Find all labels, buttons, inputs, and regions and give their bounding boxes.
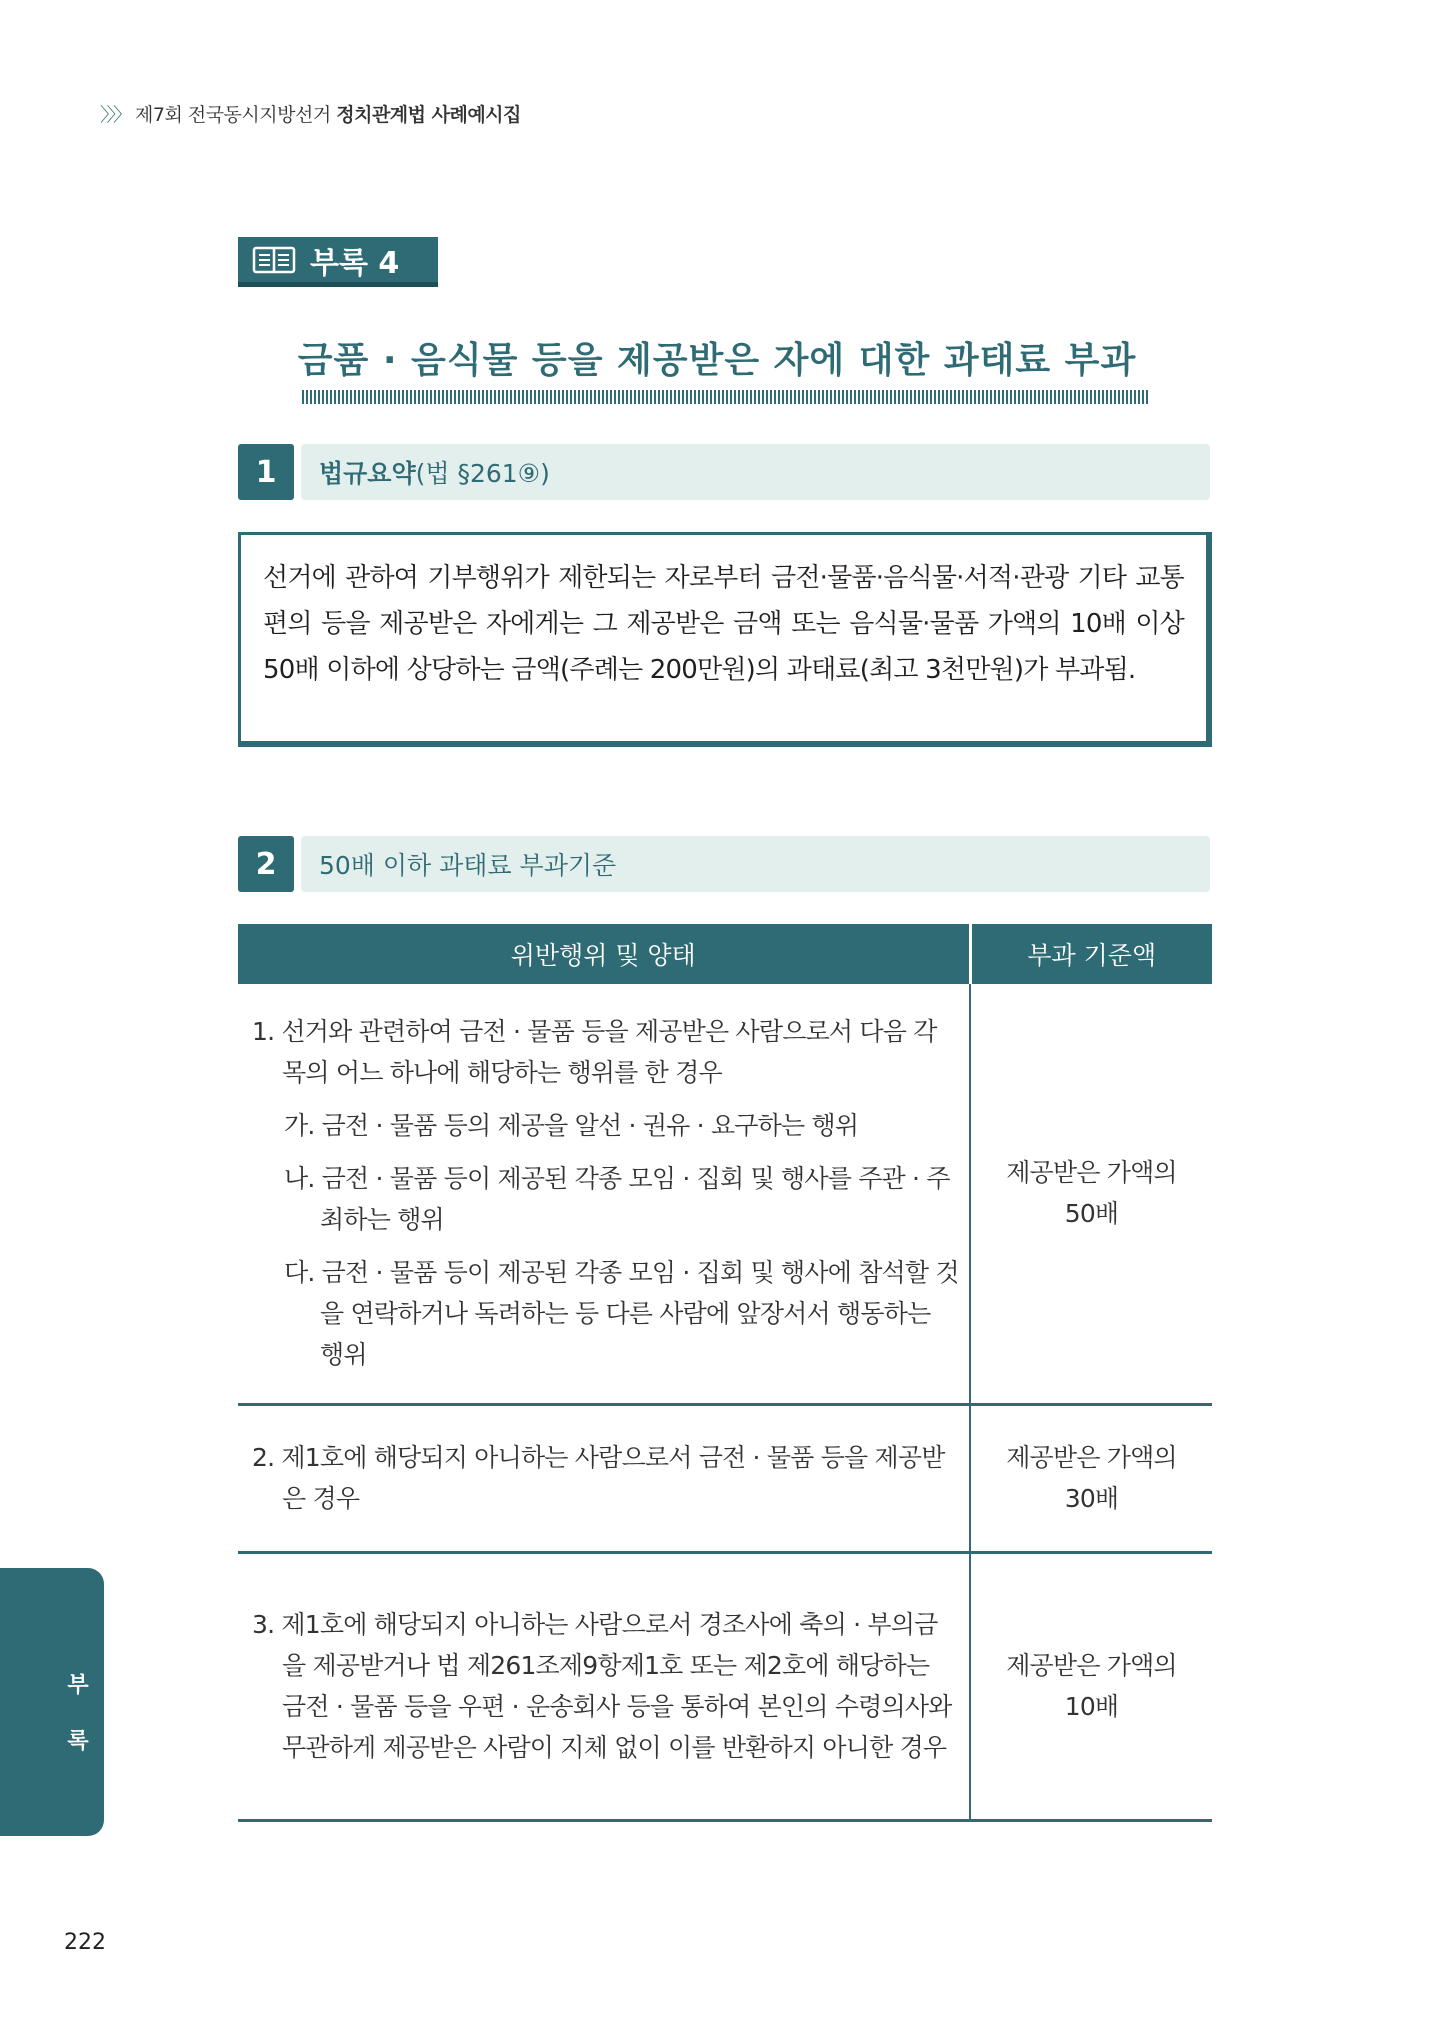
appendix-badge bbox=[238, 237, 438, 287]
amount-multiplier: 50배 bbox=[1064, 1199, 1119, 1229]
table-cell-amount bbox=[970, 984, 1212, 1404]
side-tab-label bbox=[66, 1658, 90, 1770]
amount-label: 제공받은 가액의 bbox=[1006, 1158, 1177, 1188]
section-1-bar bbox=[301, 444, 1210, 500]
table-cell-amount bbox=[970, 1404, 1212, 1552]
violation-item-2: 2. 제1호에 해당되지 아니하는 사람으로서 금전 · 물품 등을 제공받은 경우 bbox=[252, 1443, 945, 1513]
section-2-number: 2 bbox=[238, 836, 294, 892]
chevron-icon: 〉〉〉 bbox=[100, 104, 130, 126]
violation-subitem-da: 다. 금전 · 물품 등이 제공된 각종 모임 · 집회 및 행사에 참석할 것을 연락하거나 독려하는 등 다른 사람에 앞장서서 행동하는 행위 bbox=[284, 1258, 959, 1370]
amount-multiplier: 10배 bbox=[1064, 1692, 1119, 1721]
running-head-title: 정치관계법 사례예시집 bbox=[336, 104, 521, 126]
law-summary-box bbox=[238, 532, 1212, 747]
book-icon bbox=[252, 245, 296, 275]
running-head bbox=[100, 100, 521, 127]
table-cell-violation bbox=[238, 984, 970, 1404]
section-2-title: 50배 이하 과태료 부과기준 bbox=[319, 851, 617, 880]
table-cell-violation bbox=[238, 1552, 970, 1820]
page-number: 222 bbox=[64, 1930, 106, 1955]
section-1-heading bbox=[238, 444, 1210, 500]
section-2-bar bbox=[301, 836, 1210, 892]
section-1-title-ref: (법 §261⑨) bbox=[415, 459, 550, 488]
amount-label: 제공받은 가액의 bbox=[1006, 1651, 1177, 1680]
table-header-amount: 부과 기준액 bbox=[970, 924, 1212, 984]
table-row bbox=[238, 1552, 1212, 1820]
table-row bbox=[238, 984, 1212, 1404]
amount-multiplier: 30배 bbox=[1064, 1484, 1119, 1513]
table-row bbox=[238, 1404, 1212, 1552]
running-head-prefix: 제7회 전국동시지방선거 bbox=[135, 104, 337, 126]
penalty-criteria-table bbox=[238, 924, 1212, 1822]
table-header-row bbox=[238, 924, 1212, 984]
violation-item-3: 3. 제1호에 해당되지 아니하는 사람으로서 경조사에 축의 · 부의금을 제공받거나 법 제261조제9항제1호 또는 제2호에 해당하는 금전 · 물품 등을 우편 · 운송회사 등을 통하여 본인의 수령의사와 무관하게 제공받은 사람이 지체 없이 이를 반환하지 아니한 경우 bbox=[252, 1610, 952, 1762]
side-tab-char-1: 부 bbox=[67, 1673, 89, 1698]
page-title: 금품 · 음식물 등을 제공받은 자에 대한 과태료 부과 bbox=[297, 340, 1137, 381]
violation-subitem-na: 나. 금전 · 물품 등이 제공된 각종 모임 · 집회 및 행사를 주관 · 주최하는 행위 bbox=[284, 1164, 950, 1235]
appendix-label: 부록 4 bbox=[310, 245, 400, 281]
law-summary-text: 선거에 관하여 기부행위가 제한되는 자로부터 금전·물품·음식물·서적·관광 기타 교통편의 등을 제공받은 자에게는 그 제공받은 금액 또는 음식물·물품 가액의 10배 이상 50배 이하에 상당하는 금액(주례는 200만원)의 과태료(최고 3천만원)가 부과됨. bbox=[263, 563, 1184, 685]
side-tab-char-2: 록 bbox=[67, 1729, 89, 1754]
violation-item-1: 1. 선거와 관련하여 금전 · 물품 등을 제공받은 사람으로서 다음 각 목의 어느 하나에 해당하는 행위를 한 경우 bbox=[252, 1017, 937, 1088]
section-1-title: 법규요약 bbox=[319, 459, 416, 488]
table-header-violation: 위반행위 및 양태 bbox=[238, 924, 970, 984]
violation-subitem-ga: 가. 금전 · 물품 등의 제공을 알선 · 권유 · 요구하는 행위 bbox=[284, 1111, 859, 1141]
section-1-number: 1 bbox=[238, 444, 294, 500]
amount-label: 제공받은 가액의 bbox=[1006, 1443, 1177, 1472]
title-underline bbox=[302, 390, 1148, 404]
table-cell-amount bbox=[970, 1552, 1212, 1820]
table-cell-violation bbox=[238, 1404, 970, 1552]
section-2-heading bbox=[238, 836, 1210, 892]
